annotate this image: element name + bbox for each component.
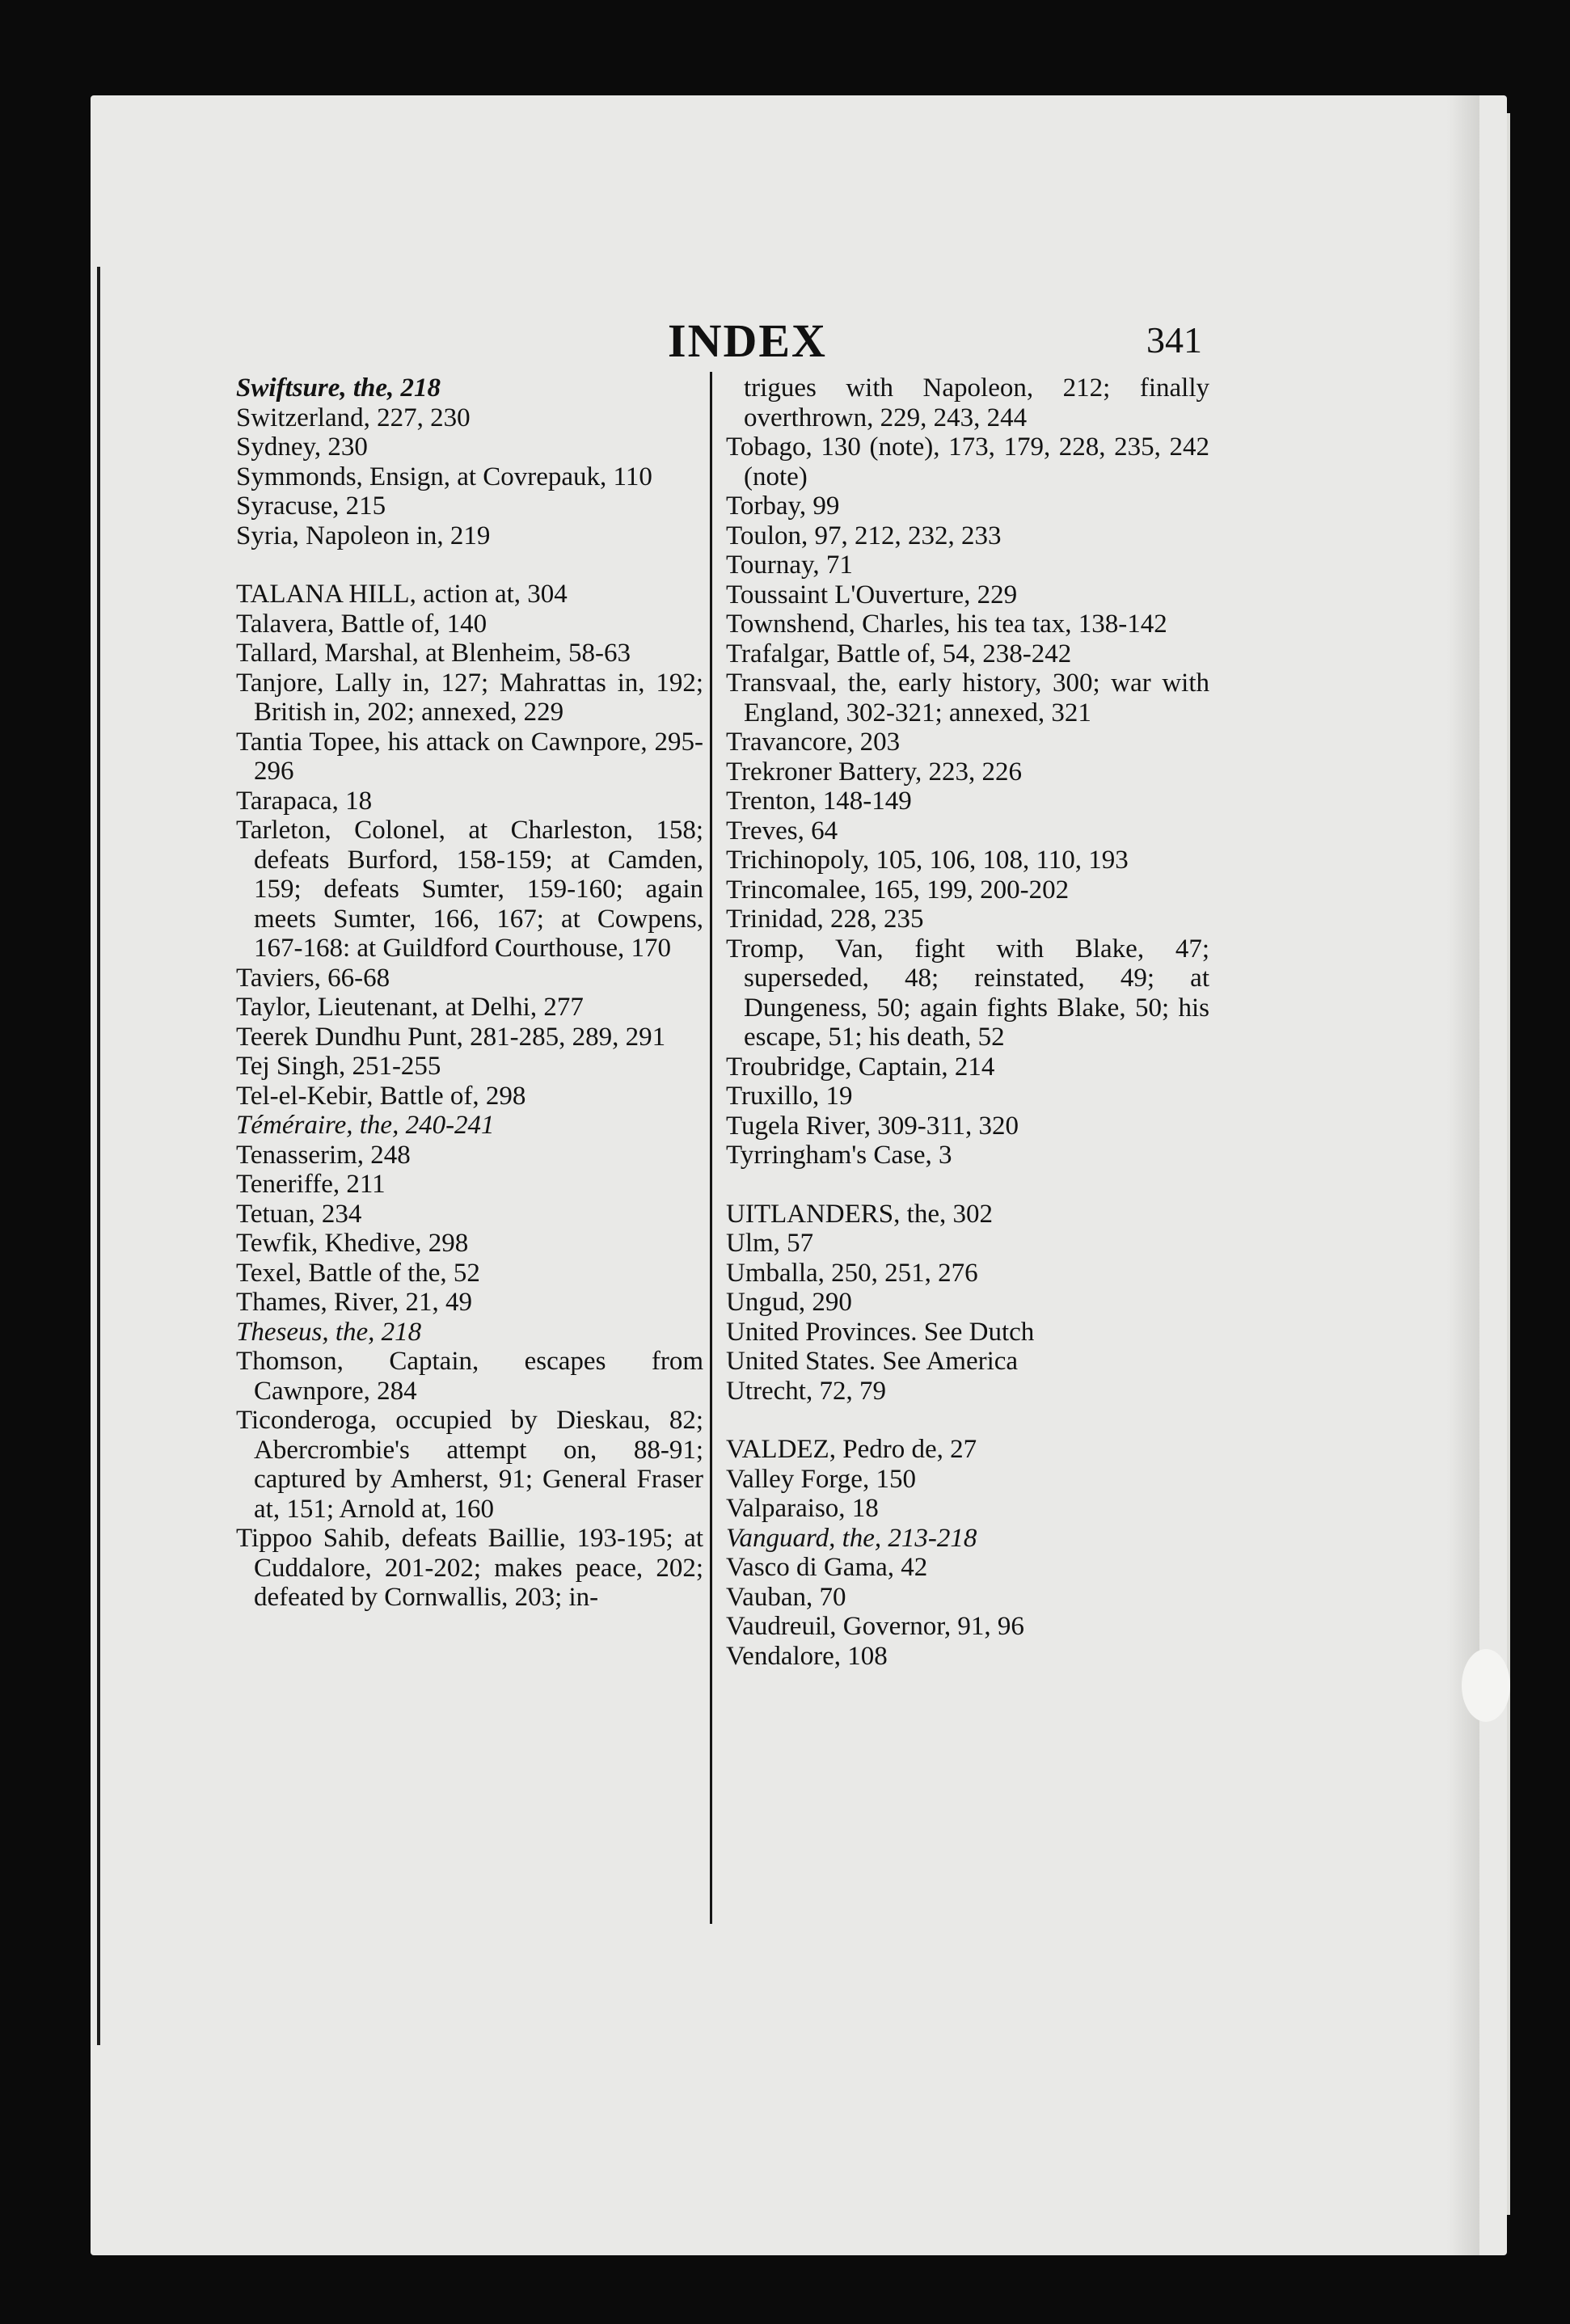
section-gap [726, 1170, 1209, 1200]
index-entry: Téméraire, the, 240-241 [236, 1111, 495, 1140]
index-entry: United States. See America [726, 1347, 1019, 1376]
page-title: INDEX [668, 314, 827, 367]
index-column-right [726, 373, 1209, 1671]
index-entry: Tournay, 71 [726, 550, 853, 580]
section-gap [236, 550, 703, 580]
index-entry: Tetuan, 234 [236, 1199, 362, 1229]
index-entry: Thames, River, 21, 49 [236, 1288, 472, 1317]
index-entry: Ulm, 57 [726, 1229, 814, 1258]
index-entry: Ungud, 290 [726, 1288, 852, 1317]
index-entry: Thomson, Captain, escapes from Cawnpore, 284 [236, 1347, 703, 1406]
index-entry: Syracuse, 215 [236, 491, 386, 521]
index-entry: Tromp, Van, fight with Blake, 47; superseded, 48; reinstated, 49; at Dungeness, 50; again fights Blake, 50; his escape, 51; his death, 52 [726, 934, 1209, 1052]
page-number: 341 [1146, 319, 1202, 361]
index-entry: Teerek Dundhu Punt, 281-285, 289, 291 [236, 1022, 666, 1052]
index-entry: Symmonds, Ensign, at Covrepauk, 110 [236, 462, 652, 491]
index-entry: Troubridge, Captain, 214 [726, 1052, 995, 1082]
index-entry: TALANA HILL, action at, 304 [236, 580, 568, 609]
index-entry: Tel-el-Kebir, Battle of, 298 [236, 1081, 526, 1111]
index-entry: Truxillo, 19 [726, 1082, 853, 1111]
index-entry: Tanjore, Lally in, 127; Mahrattas in, 192; British in, 202; annexed, 229 [236, 668, 703, 727]
page-edge [1507, 113, 1510, 2215]
index-entry: Tarleton, Colonel, at Charleston, 158; defeats Burford, 158-159; at Camden, 159; defeats Sumter, 159-160; again meets Sumter, 166, 167; at Cowpens, 167-168: at Guildford Courthouse, 170 [236, 816, 703, 963]
paper-damage [1462, 1649, 1510, 1722]
index-entry: Torbay, 99 [726, 491, 840, 521]
index-entry: Ticonderoga, occupied by Dieskau, 82; Abercrombie's attempt on, 88-91; captured by Amherst, 91; General Fraser at, 151; Arnold at, 160 [236, 1406, 703, 1524]
index-entry: Teneriffe, 211 [236, 1170, 386, 1199]
index-entry: Tallard, Marshal, at Blenheim, 58-63 [236, 639, 631, 668]
index-entry: Valparaiso, 18 [726, 1494, 879, 1523]
index-entry: Trafalgar, Battle of, 54, 238-242 [726, 639, 1072, 669]
index-entry: Syria, Napoleon in, 219 [236, 521, 491, 550]
index-entry: UITLANDERS, the, 302 [726, 1199, 993, 1229]
index-entry: Treves, 64 [726, 816, 838, 846]
index-entry: Tobago, 130 (note), 173, 179, 228, 235, 242 (note) [726, 432, 1209, 491]
index-entry: Taylor, Lieutenant, at Delhi, 277 [236, 993, 584, 1022]
index-entry: Tej Singh, 251-255 [236, 1052, 441, 1081]
index-entry: Tugela River, 309-311, 320 [726, 1111, 1019, 1141]
binding-edge [97, 267, 100, 2045]
index-entry: Theseus, the, 218 [236, 1317, 422, 1347]
index-entry: Vauban, 70 [726, 1582, 846, 1612]
column-rule [710, 372, 712, 1924]
index-entry: Taviers, 66-68 [236, 963, 390, 993]
index-entry: Toulon, 97, 212, 232, 233 [726, 521, 1002, 550]
index-entry: Vanguard, the, 213-218 [726, 1523, 977, 1553]
index-entry: Transvaal, the, early history, 300; war with England, 302-321; annexed, 321 [726, 669, 1209, 728]
index-entry: Swiftsure, the, 218 [236, 373, 441, 403]
index-entry: trigues with Napoleon, 212; finally overthrown, 229, 243, 244 [744, 373, 1209, 432]
index-entry: Vendalore, 108 [726, 1641, 888, 1671]
index-entry: Vaudreuil, Governor, 91, 96 [726, 1612, 1024, 1641]
index-entry: Utrecht, 72, 79 [726, 1376, 886, 1406]
index-entry: Toussaint L'Ouverture, 229 [726, 580, 1018, 609]
index-entry: Trichinopoly, 105, 106, 108, 110, 193 [726, 846, 1129, 875]
index-entry: Tewfik, Khedive, 298 [236, 1229, 469, 1258]
index-entry: VALDEZ, Pedro de, 27 [726, 1435, 977, 1464]
index-column-left [236, 373, 703, 1613]
running-head [0, 314, 1570, 370]
index-entry: Travancore, 203 [726, 728, 901, 757]
index-entry: Tarapaca, 18 [236, 786, 373, 816]
index-entry: Vasco di Gama, 42 [726, 1553, 928, 1582]
index-entry: Texel, Battle of the, 52 [236, 1258, 480, 1288]
section-gap [726, 1406, 1209, 1435]
index-entry: Umballa, 250, 251, 276 [726, 1258, 978, 1288]
index-entry: Trenton, 148-149 [726, 787, 912, 816]
index-entry: Trincomalee, 165, 199, 200-202 [726, 875, 1070, 905]
index-entry: Sydney, 230 [236, 432, 368, 462]
index-entry: Tantia Topee, his attack on Cawnpore, 295-296 [236, 727, 703, 786]
index-entry: Valley Forge, 150 [726, 1464, 916, 1494]
index-entry: Trekroner Battery, 223, 226 [726, 757, 1022, 787]
index-entry: Trinidad, 228, 235 [726, 905, 924, 934]
index-entry: Tenasserim, 248 [236, 1140, 411, 1170]
index-entry: United Provinces. See Dutch [726, 1317, 1035, 1347]
page-edge-shadow [1447, 95, 1479, 2255]
index-entry: Tyrringham's Case, 3 [726, 1141, 952, 1170]
index-entry: Townshend, Charles, his tea tax, 138-142 [726, 609, 1167, 639]
index-entry: Talavera, Battle of, 140 [236, 609, 487, 639]
index-entry: Switzerland, 227, 230 [236, 403, 471, 432]
index-entry: Tippoo Sahib, defeats Baillie, 193-195; at Cuddalore, 201-202; makes peace, 202; defeated by Cornwallis, 203; in- [236, 1524, 703, 1612]
